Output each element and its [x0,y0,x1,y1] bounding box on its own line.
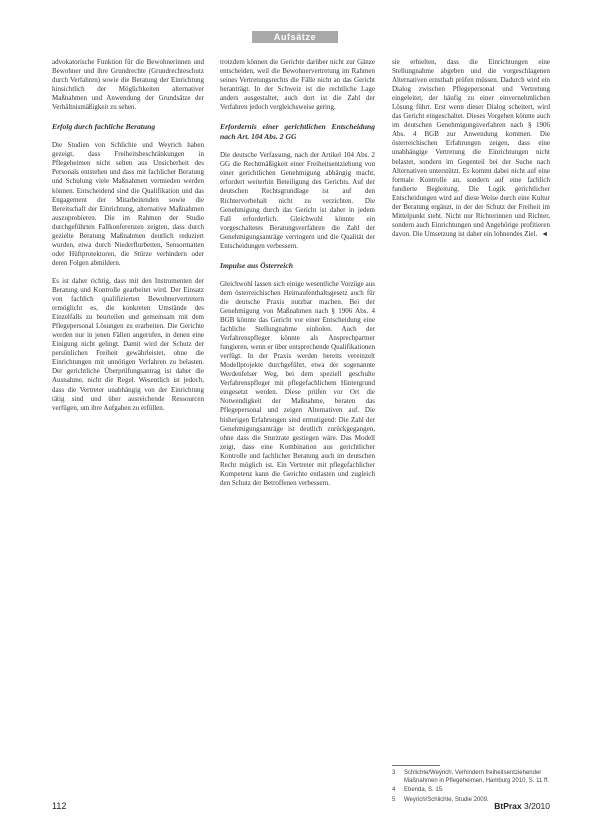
page-number: 112 [52,801,67,811]
paragraph: advokatorische Funktion für die Bewohnerinnen und Bewohner und ihre Grundrechte (Grundrechteschutz durch Verfahren) sowie die Beratung der Einrichtung hinsichtlich der Möglichkeiten alternativer Maßnahmen und Anwendung der Grundsätze der Verhältnismäßigkeit zu sehen. [52,58,204,112]
journal-issue [494,801,550,811]
footnote-text: Ebenda, S. 15. [404,787,444,794]
footnote-text: Schlichte/Weyrich, Verhindern freiheitsentziehender Maßnahmen in Pflegeheimen, Hamburg 2010, S. 11 ff. [404,770,549,784]
text-column-2 [220,58,375,488]
paragraph: trotzdem können die Gerichte darüber nicht zur Gänze entscheiden, weil die Bewohnervertretung im Rahmen seines Vertretungsrechts die Fälle nicht an das Gericht heranträgt. In der Schweiz ist die rechtliche Lage anders ausgestaltet, auch dort ist die Zahl der Verfahren jedoch vergleichsweise gering. [220,58,375,112]
subheading: Impulse aus Österreich [220,260,293,270]
footnote-number: 5 [392,796,396,803]
paragraph: Gleichwohl lassen sich einige wesentliche Vorzüge aus dem österreichischen Heimaufenthaltsgesetz auch für die deutsche Praxis nutzbar machen. Bei der Genehmigung von Maßnahmen nach § 1906 Abs. 4 BGB könnte das Gericht vor einer Entscheidung eine fachliche Stellungnahme einholen. Auch der Verfahrenspfleger könnte als Ansprechpartner fungieren, wenn er über entsprechende Qualifikationen verfügt. In der Praxis werden bereits vereinzelt Modellprojekte durchgeführt, etwa der sogenannte Werdenfelser Weg, bei dem speziell geschulte Verfahrenspfleger mit pflegefachlichem Hintergrund eingesetzt werden. Diese prüfen vor Ort die Notwendigkeit der Maßnahme, beraten das Pflegepersonal und zeigen Alternativen auf. Die bisherigen Erfahrungen sind ermutigend: Die Zahl der Genehmigungsanträge ist deutlich zurückgegangen, ohne dass die Sturzrate gestiegen wäre. Das Modell zeigt, dass eine Kombination aus gerichtlicher Kontrolle und fachlicher Beratung auch im deutschen Recht möglich ist. Ein Vertreter mit pflegefachlicher Kompetenz kann die Gerichte entlasten und zugleich den Schutz der Betroffenen verbessern. [220,279,375,487]
text-column-1 [52,58,204,413]
footnote [392,770,550,785]
paragraph: Die Studien von Schlichte und Weyrich haben gezeigt, dass Freiheitsbeschränkungen in Pflegeheimen nicht selten aus Unsicherheit des Personals entstehen und dass mit fachlicher Beratung und Schulung viele Maßnahmen vermieden werden können. Entscheidend sind die Qualifikation und das Engagement der Mitarbeitenden sowie die Bereitschaft der Einrichtung, alternative Maßnahmen auszuprobieren. Die im Rahmen der Studie durchgeführten Fallkonferenzen zeigten, dass durch gezielte Beratung Maßnahmen deutlich reduziert wurden, etwa durch Niederflurbetten, Sensormatten oder Hüftprotektoren, die Stürze verhindern oder deren Folgen abmildern. [52,141,204,267]
journal-name: BtPrax [494,801,522,811]
paragraph: Die deutsche Verfassung, nach der Artikel 104 Abs. 2 GG die Rechtmäßigkeit einer Freiheitsentziehung von einer gerichtlichen Genehmigung abhängig macht, erfordert weiterhin Beteiligung des Gerichts. Auf der deutschen Rechtsgrundlage ist auf den Richtervorbehalt nicht zu verzichten. Die Genehmigung durch das Gericht ist daher in jedem Fall erforderlich. Gleichwohl könnte ein vorgeschaltetes Beratungsverfahren die Zahl der Genehmigungsanträge verringern und die Qualität der Entscheidungen verbessern. [220,151,375,250]
footnote-number: 3 [392,770,396,776]
footnote-number: 4 [392,787,396,794]
paragraph: Es ist daher richtig, dass mit den Instrumenten der Beratung und Kontrolle gearbeitet wird. Der Einsatz von fachlich qualifizierten Bewohnervertretern ermöglicht es, die konkreten Umstände des Einzelfalls zu beurteilen und gemeinsam mit dem Pflegepersonal Lösungen zu erarbeiten. Die Gerichte werden nur in jenen Fällen angerufen, in denen eine Einigung nicht gelingt. Damit wird der Schutz der persönlichen Freiheit gewährleistet, ohne die Einrichtungen mit unnötigen Verfahren zu belasten. Der gerichtliche Überprüfungsantrag ist daher die Ausnahme, nicht die Regel. Wesentlich ist jedoch, dass die Vertreter unabhängig von der Einrichtung tätig sind und über ausreichende Ressourcen verfügen, um ihre Aufgaben zu erfüllen. [52,276,204,412]
subheading: Erfolg durch fachliche Beratung [52,122,156,132]
paragraph [392,58,550,239]
issue-number: 3/2010 [524,801,550,811]
paragraph-text: sie erhielten, dass die Einrichtungen eine Stellungnahme abgeben und die vorgeschlagenen Alternativen ernsthaft prüfen müssen. Dadurch wird ein Dialog zwischen Pflegepersonal und Vertretung eingeleitet, der häufig zu einer einvernehmlichen Lösung führt. Erst wenn dieser Dialog scheitert, wird das Gericht eingeschaltet. Dieses Vorgehen könnte auch im deutschen Genehmigungsverfahren nach § 1906 Abs. 4 BGB zur Anwendung kommen. Die österreichischen Erfahrungen zeigen, dass eine unabhängige Vertretung die Einrichtungen nicht belastet, sondern im Gegenteil bei der Suche nach Alternativen unterstützt. Es kommt dabei nicht auf eine formale Kontrolle an, sondern auf eine fachlich fundierte Begleitung. Die Logik gerichtlicher Entscheidungen wird auf diese Weise durch eine Kultur der Beratung ergänzt, in der der Schutz der Freiheit im Mittelpunkt steht. Nicht nur Richterinnen und Richter, sondern auch Einrichtungen und Angehörige profitieren davon. Die Umsetzung ist daher ein lohnendes Ziel. [392,58,550,238]
end-mark-icon: ◄ [541,229,549,238]
subheading: Erfordernis einer gerichtlichen Entscheidung nach Art. 104 Abs. 2 GG [220,122,375,142]
section-label: Aufsätze [252,31,338,43]
footnote [392,787,550,795]
footnote-divider [392,765,440,766]
footnote-text: Weyrich/Schlichte, Studie 2009. [404,796,489,803]
text-column-3 [392,58,550,239]
